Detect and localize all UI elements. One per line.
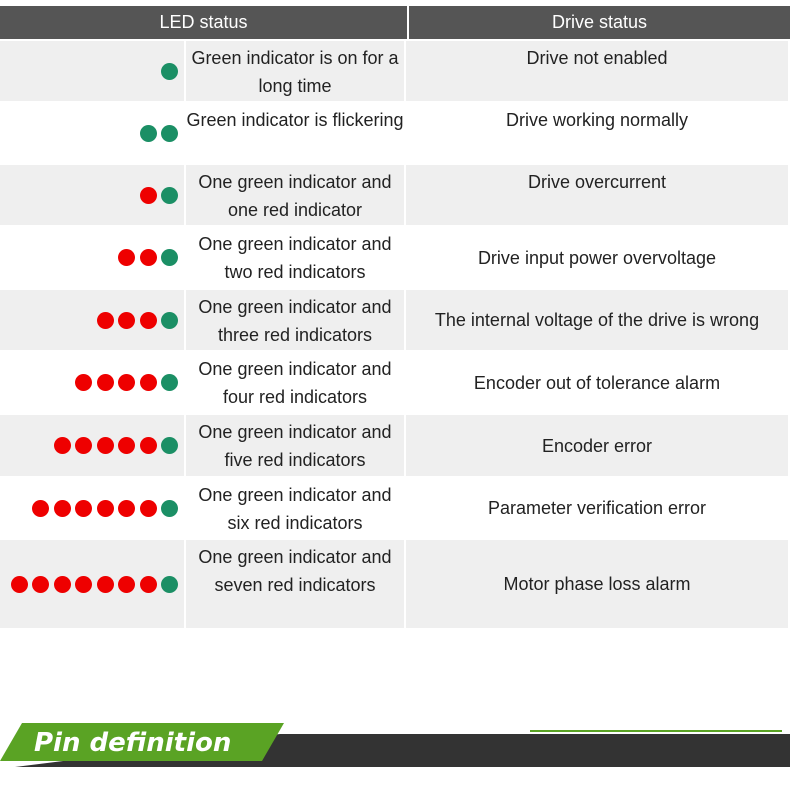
red-led-icon bbox=[140, 249, 157, 266]
led-indicator-cell bbox=[0, 290, 186, 350]
table-row bbox=[0, 225, 790, 288]
header-led-status: LED status bbox=[0, 6, 409, 39]
led-description: One green indicator and four red indicators bbox=[186, 352, 406, 413]
led-description: One green indicator and seven red indicators bbox=[186, 540, 406, 628]
red-led-icon bbox=[118, 374, 135, 391]
table-body bbox=[0, 39, 790, 628]
led-description: One green indicator and two red indicators bbox=[186, 227, 406, 288]
green-led-icon bbox=[140, 125, 157, 142]
red-led-icon bbox=[32, 500, 49, 517]
green-led-icon bbox=[161, 312, 178, 329]
drive-status: Encoder out of tolerance alarm bbox=[406, 352, 788, 413]
red-led-icon bbox=[32, 576, 49, 593]
green-led-icon bbox=[161, 187, 178, 204]
red-led-icon bbox=[140, 187, 157, 204]
led-status-table bbox=[0, 6, 790, 628]
table-row bbox=[0, 538, 790, 628]
red-led-icon bbox=[75, 437, 92, 454]
red-led-icon bbox=[75, 576, 92, 593]
red-led-icon bbox=[118, 249, 135, 266]
table-row bbox=[0, 413, 790, 476]
red-led-icon bbox=[118, 500, 135, 517]
red-led-icon bbox=[97, 576, 114, 593]
led-indicator-cell bbox=[0, 103, 186, 163]
drive-status: The internal voltage of the drive is wrong bbox=[406, 290, 788, 350]
red-led-icon bbox=[140, 374, 157, 391]
drive-status: Drive not enabled bbox=[406, 41, 788, 101]
led-description: Green indicator is on for a long time bbox=[186, 41, 406, 101]
red-led-icon bbox=[140, 437, 157, 454]
header-drive-status: Drive status bbox=[409, 6, 790, 39]
led-description: One green indicator and one red indicator bbox=[186, 165, 406, 225]
red-led-icon bbox=[97, 374, 114, 391]
led-description: One green indicator and three red indicators bbox=[186, 290, 406, 350]
red-led-icon bbox=[97, 500, 114, 517]
green-led-icon bbox=[161, 500, 178, 517]
led-indicator-cell bbox=[0, 352, 186, 413]
green-led-icon bbox=[161, 374, 178, 391]
green-led-icon bbox=[161, 437, 178, 454]
led-description: One green indicator and six red indicators bbox=[186, 478, 406, 538]
drive-status: Drive input power overvoltage bbox=[406, 227, 788, 288]
drive-status: Drive overcurrent bbox=[406, 165, 788, 225]
drive-status: Parameter verification error bbox=[406, 478, 788, 538]
led-indicator-cell bbox=[0, 415, 186, 476]
table-row bbox=[0, 350, 790, 413]
led-indicator-cell bbox=[0, 165, 186, 225]
table-row bbox=[0, 101, 790, 163]
green-led-icon bbox=[161, 249, 178, 266]
red-led-icon bbox=[75, 500, 92, 517]
red-led-icon bbox=[140, 312, 157, 329]
table-header bbox=[0, 6, 790, 39]
led-indicator-cell bbox=[0, 227, 186, 288]
red-led-icon bbox=[54, 576, 71, 593]
led-description: Green indicator is flickering bbox=[186, 103, 406, 163]
red-led-icon bbox=[75, 374, 92, 391]
drive-status: Motor phase loss alarm bbox=[406, 540, 788, 628]
red-led-icon bbox=[140, 576, 157, 593]
red-led-icon bbox=[11, 576, 28, 593]
red-led-icon bbox=[54, 437, 71, 454]
red-led-icon bbox=[118, 312, 135, 329]
led-description: One green indicator and five red indicators bbox=[186, 415, 406, 476]
red-led-icon bbox=[140, 500, 157, 517]
red-led-icon bbox=[97, 437, 114, 454]
led-indicator-cell bbox=[0, 478, 186, 538]
green-led-icon bbox=[161, 63, 178, 80]
drive-status: Drive working normally bbox=[406, 103, 788, 163]
section-banner bbox=[0, 720, 790, 780]
red-led-icon bbox=[118, 576, 135, 593]
led-indicator-cell bbox=[0, 41, 186, 101]
table-row bbox=[0, 39, 790, 101]
red-led-icon bbox=[54, 500, 71, 517]
table-row bbox=[0, 163, 790, 225]
drive-status: Encoder error bbox=[406, 415, 788, 476]
led-indicator-cell bbox=[0, 540, 186, 628]
table-row bbox=[0, 288, 790, 350]
green-led-icon bbox=[161, 125, 178, 142]
section-title: Pin definition bbox=[34, 728, 232, 758]
red-led-icon bbox=[97, 312, 114, 329]
table-row bbox=[0, 476, 790, 538]
red-led-icon bbox=[118, 437, 135, 454]
green-led-icon bbox=[161, 576, 178, 593]
